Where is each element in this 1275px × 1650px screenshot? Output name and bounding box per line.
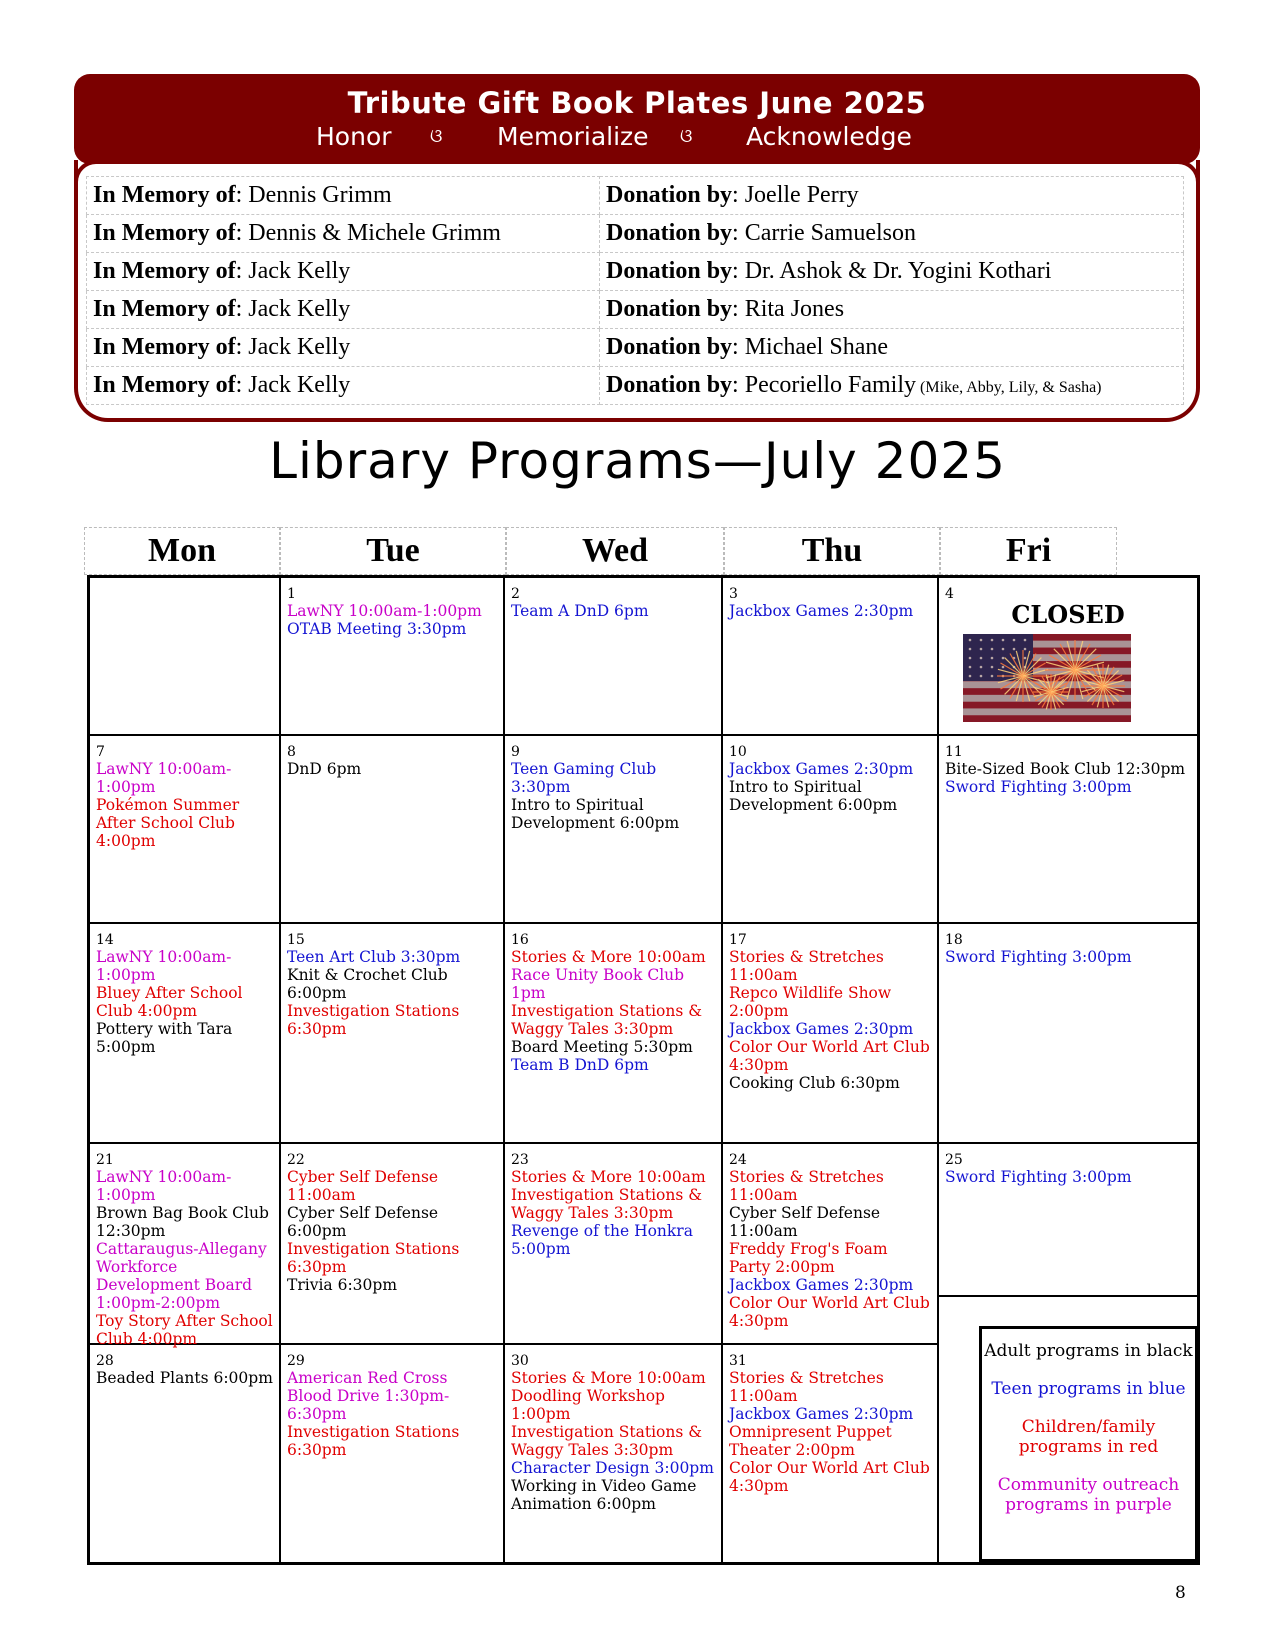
calendar-cell-wed — [505, 924, 723, 1144]
program-event: Toy Story After School Club 4:00pm — [96, 1312, 273, 1348]
calendar-cell-fri — [939, 736, 1197, 924]
program-event: Pokémon Summer After School Club 4:00pm — [96, 796, 240, 850]
program-event: Jackbox Games 2:30pm — [729, 1020, 914, 1038]
donation-cell — [600, 177, 1184, 215]
memory-cell — [87, 329, 600, 367]
program-event: Teen Art Club 3:30pm — [287, 948, 461, 966]
program-event: Stories & Stretches 11:00am — [729, 1168, 884, 1204]
program-event: Stories & Stretches 11:00am — [729, 948, 884, 984]
program-event: Stories & More 10:00am — [511, 1369, 706, 1387]
program-event: Stories & More 10:00am — [511, 948, 706, 966]
day-header-mon: Mon — [84, 527, 280, 575]
calendar-cell-fri — [939, 1144, 1197, 1297]
donor-name: : Rita Jones — [732, 296, 845, 322]
day-header-fri: Fri — [940, 527, 1117, 575]
program-event: Working in Video Game Animation 6:00pm — [511, 1477, 697, 1513]
program-event: Teen Gaming Club 3:30pm — [511, 760, 657, 796]
calendar-cell-wed — [505, 736, 723, 924]
calendar-cell-thu — [723, 1144, 939, 1345]
memory-cell — [87, 177, 600, 215]
calendar-cell-fri — [939, 924, 1197, 1144]
day-number: 7 — [96, 744, 105, 760]
program-event: Sword Fighting 3:00pm — [945, 1168, 1132, 1186]
day-number: 9 — [511, 744, 520, 760]
program-event: Investigation Stations & Waggy Tales 3:30pm — [511, 1423, 703, 1459]
program-event: Beaded Plants 6:00pm — [96, 1369, 273, 1387]
calendar-cell-thu — [723, 578, 939, 736]
program-event: Investigation Stations & Waggy Tales 3:30pm — [511, 1186, 703, 1222]
program-event: Cyber Self Defense 11:00am — [729, 1204, 881, 1240]
subtitle-acknowledge: Acknowledge — [746, 122, 912, 151]
program-event: Omnipresent Puppet Theater 2:00pm — [729, 1423, 892, 1459]
legend-box — [979, 1326, 1198, 1562]
memory-name: : Jack Kelly — [235, 372, 351, 398]
donation-cell — [600, 215, 1184, 253]
program-event: Board Meeting 5:30pm — [511, 1038, 693, 1056]
calendar-cell-tue — [281, 924, 505, 1144]
donation-cell — [600, 291, 1184, 329]
tribute-row — [87, 253, 1184, 291]
memory-label: In Memory of — [93, 296, 236, 322]
day-number: 17 — [729, 932, 747, 948]
program-event: Cyber Self Defense 11:00am — [287, 1168, 439, 1204]
calendar-cell-mon — [90, 1144, 281, 1348]
calendar-cell-mon — [90, 736, 281, 924]
memory-name: : Jack Kelly — [235, 258, 351, 284]
calendar-cell-thu — [723, 736, 939, 924]
tribute-row — [87, 329, 1184, 367]
program-event: Freddy Frog's Foam Party 2:00pm — [729, 1240, 888, 1276]
tribute-table — [86, 176, 1184, 405]
day-number: 15 — [287, 932, 305, 948]
day-header-thu: Thu — [724, 527, 940, 575]
memory-cell — [87, 367, 600, 405]
memory-label: In Memory of — [93, 258, 236, 284]
program-event: Color Our World Art Club 4:30pm — [729, 1459, 930, 1495]
program-event: LawNY 10:00am-1:00pm — [96, 948, 232, 984]
calendar-cell-thu — [723, 1345, 939, 1565]
day-header-tue: Tue — [280, 527, 506, 575]
calendar-cell-tue — [281, 1144, 505, 1345]
calendar-cell-wed — [505, 1345, 723, 1565]
program-event: Jackbox Games 2:30pm — [729, 1405, 914, 1423]
program-event: American Red Cross Blood Drive 1:30pm-6:30pm — [287, 1369, 450, 1423]
page-number: 8 — [1175, 1583, 1186, 1603]
day-number: 29 — [287, 1353, 305, 1369]
legend-item: Adult programs in black — [984, 1341, 1193, 1361]
program-event: DnD 6pm — [287, 760, 362, 778]
program-event: Brown Bag Book Club 12:30pm — [96, 1204, 269, 1240]
donation-label: Donation by — [606, 334, 733, 360]
day-number: 21 — [96, 1152, 114, 1168]
memory-label: In Memory of — [93, 220, 236, 246]
program-event: Color Our World Art Club 4:30pm — [729, 1038, 930, 1074]
day-number: 28 — [96, 1353, 114, 1369]
memory-cell — [87, 253, 600, 291]
day-number: 25 — [945, 1152, 963, 1168]
donor-note: (Mike, Abby, Lily, & Sasha) — [916, 379, 1102, 396]
day-number: 31 — [729, 1353, 747, 1369]
program-event: Stories & More 10:00am — [511, 1168, 706, 1186]
program-event: Doodling Workshop 1:00pm — [511, 1387, 665, 1423]
program-event: Bite-Sized Book Club 12:30pm — [945, 760, 1186, 778]
tribute-row — [87, 367, 1184, 405]
tribute-banner — [74, 74, 1200, 164]
program-event: Team A DnD 6pm — [511, 602, 649, 620]
memory-label: In Memory of — [93, 372, 236, 398]
program-event: LawNY 10:00am-1:00pm — [96, 760, 232, 796]
program-event: LawNY 10:00am-1:00pm — [96, 1168, 232, 1204]
memory-cell — [87, 215, 600, 253]
program-event: Jackbox Games 2:30pm — [729, 760, 914, 778]
program-event: Investigation Stations 6:30pm — [287, 1423, 460, 1459]
donation-cell — [600, 367, 1184, 405]
donation-label: Donation by — [606, 296, 733, 322]
program-event: Jackbox Games 2:30pm — [729, 1276, 914, 1294]
subtitle-honor: Honor — [316, 122, 392, 151]
day-number: 11 — [945, 744, 963, 760]
flag-fireworks-image — [963, 634, 1131, 722]
calendar-cell-tue — [281, 1345, 505, 1565]
calendar-cell-mon — [90, 924, 281, 1144]
day-number: 30 — [511, 1353, 529, 1369]
day-number: 3 — [729, 586, 738, 602]
programs-title: Library Programs—July 2025 — [269, 432, 1006, 490]
memory-name: : Jack Kelly — [235, 334, 351, 360]
subtitle-separator-1: ଓ — [430, 126, 443, 147]
calendar-cell-mon — [90, 1345, 281, 1565]
program-event: Stories & Stretches 11:00am — [729, 1369, 884, 1405]
donor-name: : Pecoriello Family — [732, 372, 917, 398]
donation-label: Donation by — [606, 258, 733, 284]
memory-name: : Jack Kelly — [235, 296, 351, 322]
day-number: 1 — [287, 586, 296, 602]
calendar-cell-wed — [505, 578, 723, 736]
program-event: Repco Wildlife Show 2:00pm — [729, 984, 892, 1020]
tribute-title: Tribute Gift Book Plates June 2025 — [347, 86, 927, 120]
program-event: Jackbox Games 2:30pm — [729, 602, 914, 620]
memory-label: In Memory of — [93, 182, 236, 208]
tribute-row — [87, 215, 1184, 253]
day-number: 22 — [287, 1152, 305, 1168]
memory-cell — [87, 291, 600, 329]
calendar-cell-fri — [939, 578, 1197, 736]
calendar-cell-thu — [723, 924, 939, 1144]
day-number: 8 — [287, 744, 296, 760]
day-number: 18 — [945, 932, 963, 948]
program-event: Cooking Club 6:30pm — [729, 1074, 900, 1092]
program-event: Sword Fighting 3:00pm — [945, 778, 1132, 796]
memory-label: In Memory of — [93, 334, 236, 360]
memory-name: : Dennis & Michele Grimm — [235, 220, 501, 246]
program-event: Knit & Crochet Club 6:00pm — [287, 966, 448, 1002]
donation-label: Donation by — [606, 372, 733, 398]
day-number: 10 — [729, 744, 747, 760]
program-event: Investigation Stations & Waggy Tales 3:30pm — [511, 1002, 703, 1038]
legend-item: Community outreach programs in purple — [997, 1475, 1180, 1515]
program-event: Pottery with Tara 5:00pm — [96, 1020, 233, 1056]
program-event: Revenge of the Honkra 5:00pm — [511, 1222, 693, 1258]
donor-name: : Carrie Samuelson — [732, 220, 917, 246]
day-number: 4 — [945, 586, 954, 602]
program-event: Sword Fighting 3:00pm — [945, 948, 1132, 966]
donor-name: : Dr. Ashok & Dr. Yogini Kothari — [732, 258, 1052, 284]
program-event: Intro to Spiritual Development 6:00pm — [729, 778, 898, 814]
calendar-cell-mon — [90, 578, 281, 736]
subtitle-memorialize: Memorialize — [497, 122, 649, 151]
calendar-cell-tue — [281, 736, 505, 924]
closed-label: CLOSED — [1011, 600, 1125, 629]
day-number: 24 — [729, 1152, 747, 1168]
donation-cell — [600, 253, 1184, 291]
donation-label: Donation by — [606, 220, 733, 246]
subtitle-separator-2: ଓ — [680, 126, 693, 147]
program-event: Race Unity Book Club 1pm — [511, 966, 685, 1002]
day-number: 2 — [511, 586, 520, 602]
day-header-wed: Wed — [506, 527, 724, 575]
legend-item: Teen programs in blue — [991, 1379, 1186, 1399]
donation-cell — [600, 329, 1184, 367]
calendar-cell-tue — [281, 578, 505, 736]
program-event: Investigation Stations 6:30pm — [287, 1240, 460, 1276]
tribute-row — [87, 291, 1184, 329]
tribute-row — [87, 177, 1184, 215]
program-event: Trivia 6:30pm — [287, 1276, 398, 1294]
program-event: Color Our World Art Club 4:30pm — [729, 1294, 930, 1330]
program-event: LawNY 10:00am-1:00pm — [287, 602, 482, 620]
program-event: Cattaraugus-Allegany Workforce Development Board 1:00pm-2:00pm — [96, 1240, 267, 1312]
donor-name: : Joelle Perry — [732, 182, 859, 208]
donation-label: Donation by — [606, 182, 733, 208]
program-event: Bluey After School Club 4:00pm — [96, 984, 243, 1020]
donor-name: : Michael Shane — [732, 334, 888, 360]
program-event: Cyber Self Defense 6:00pm — [287, 1204, 439, 1240]
program-event: Character Design 3:00pm — [511, 1459, 714, 1477]
day-number: 16 — [511, 932, 529, 948]
day-number: 23 — [511, 1152, 529, 1168]
program-event: Investigation Stations 6:30pm — [287, 1002, 460, 1038]
program-event: Intro to Spiritual Development 6:00pm — [511, 796, 680, 832]
day-number: 14 — [96, 932, 114, 948]
program-event: Team B DnD 6pm — [511, 1056, 649, 1074]
calendar-cell-wed — [505, 1144, 723, 1345]
memory-name: : Dennis Grimm — [235, 182, 392, 208]
program-event: OTAB Meeting 3:30pm — [287, 620, 467, 638]
legend-item: Children/family programs in red — [1018, 1417, 1159, 1457]
